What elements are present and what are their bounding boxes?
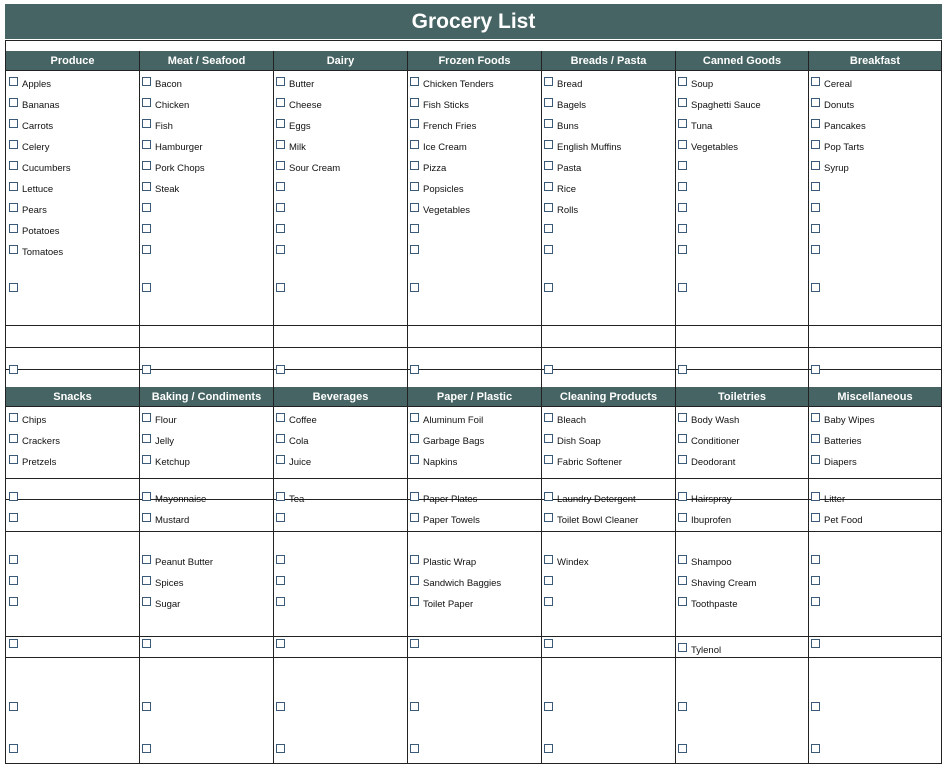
item-checkbox[interactable] — [142, 702, 151, 711]
item-checkbox[interactable] — [142, 77, 151, 86]
item-label: Shaving Cream — [691, 578, 757, 589]
item-label: Flour — [155, 415, 177, 426]
item-label: Ice Cream — [423, 142, 467, 153]
item-checkbox[interactable] — [410, 555, 419, 564]
item-checkbox[interactable] — [9, 455, 18, 464]
item-label: Celery — [22, 142, 50, 153]
category-header-breads-pasta: Breads / Pasta — [542, 51, 675, 70]
item-checkbox[interactable] — [410, 245, 419, 254]
item-checkbox[interactable] — [410, 513, 419, 522]
category-header-produce: Produce — [6, 51, 139, 70]
item-checkbox[interactable] — [811, 77, 820, 86]
item-label: Milk — [289, 142, 306, 153]
item-label: Tylenol — [691, 645, 722, 656]
item-checkbox[interactable] — [678, 492, 687, 501]
row-divider — [6, 657, 941, 658]
item-checkbox[interactable] — [9, 492, 18, 501]
item-checkbox[interactable] — [276, 434, 285, 443]
item-label: Juice — [289, 457, 312, 468]
row-divider — [6, 478, 941, 479]
item-label: Diapers — [824, 457, 857, 468]
item-label: Paper Plates — [423, 494, 478, 505]
item-checkbox[interactable] — [276, 455, 285, 464]
item-checkbox[interactable] — [9, 513, 18, 522]
item-checkbox[interactable] — [678, 77, 687, 86]
item-checkbox[interactable] — [276, 245, 285, 254]
item-label: Paper Towels — [423, 515, 480, 526]
item-checkbox[interactable] — [544, 513, 553, 522]
item-label: Fabric Softener — [557, 457, 622, 468]
item-checkbox[interactable] — [678, 140, 687, 149]
item-checkbox[interactable] — [9, 224, 18, 233]
item-label: Bagels — [557, 100, 587, 111]
item-label: Shampoo — [691, 557, 732, 568]
item-label: Bacon — [155, 79, 182, 90]
column-divider — [541, 51, 542, 763]
item-label: Sour Cream — [289, 163, 341, 174]
item-label: Cola — [289, 436, 309, 447]
item-label: Spices — [155, 578, 184, 589]
item-checkbox[interactable] — [678, 555, 687, 564]
item-label: Crackers — [22, 436, 61, 447]
item-checkbox[interactable] — [9, 639, 18, 648]
item-label: Windex — [557, 557, 589, 568]
item-checkbox[interactable] — [142, 224, 151, 233]
item-checkbox[interactable] — [9, 597, 18, 606]
item-label: Mayonnaise — [155, 494, 207, 505]
item-checkbox[interactable] — [410, 140, 419, 149]
item-checkbox[interactable] — [678, 702, 687, 711]
item-label: Rolls — [557, 205, 579, 216]
item-label: Body Wash — [691, 415, 740, 426]
row-divider — [6, 70, 941, 71]
item-checkbox[interactable] — [276, 702, 285, 711]
item-checkbox[interactable] — [276, 365, 285, 374]
item-label: Toothpaste — [691, 599, 738, 610]
item-checkbox[interactable] — [544, 492, 553, 501]
item-label: Peanut Butter — [155, 557, 214, 568]
item-checkbox[interactable] — [9, 434, 18, 443]
item-label: Bananas — [22, 100, 60, 111]
item-checkbox[interactable] — [811, 203, 820, 212]
item-checkbox[interactable] — [142, 455, 151, 464]
item-checkbox[interactable] — [811, 597, 820, 606]
item-label: Tuna — [691, 121, 713, 132]
item-label: Chicken Tenders — [423, 79, 494, 90]
item-checkbox[interactable] — [678, 182, 687, 191]
item-checkbox[interactable] — [410, 492, 419, 501]
item-checkbox[interactable] — [410, 413, 419, 422]
item-label: Soup — [691, 79, 714, 90]
item-checkbox[interactable] — [9, 203, 18, 212]
column-divider — [139, 51, 140, 763]
item-checkbox[interactable] — [142, 98, 151, 107]
item-label: Bread — [557, 79, 583, 90]
item-label: Steak — [155, 184, 180, 195]
item-checkbox[interactable] — [678, 365, 687, 374]
item-label: Rice — [557, 184, 577, 195]
item-label: Chips — [22, 415, 47, 426]
item-checkbox[interactable] — [811, 702, 820, 711]
item-label: Jelly — [155, 436, 175, 447]
item-label: Garbage Bags — [423, 436, 485, 447]
item-checkbox[interactable] — [410, 98, 419, 107]
item-checkbox[interactable] — [678, 434, 687, 443]
item-checkbox[interactable] — [276, 161, 285, 170]
item-checkbox[interactable] — [142, 365, 151, 374]
item-label: Lettuce — [22, 184, 54, 195]
item-label: Conditioner — [691, 436, 740, 447]
category-header-breakfast: Breakfast — [809, 51, 941, 70]
item-label: Sugar — [155, 599, 181, 610]
item-checkbox[interactable] — [410, 455, 419, 464]
item-checkbox[interactable] — [678, 513, 687, 522]
item-checkbox[interactable] — [678, 283, 687, 292]
item-checkbox[interactable] — [544, 161, 553, 170]
item-checkbox[interactable] — [410, 702, 419, 711]
category-header-toiletries: Toiletries — [676, 387, 808, 406]
item-label: Vegetables — [691, 142, 739, 153]
item-checkbox[interactable] — [276, 576, 285, 585]
item-checkbox[interactable] — [410, 77, 419, 86]
column-divider — [273, 51, 274, 763]
item-checkbox[interactable] — [276, 140, 285, 149]
item-checkbox[interactable] — [276, 182, 285, 191]
item-checkbox[interactable] — [9, 77, 18, 86]
item-checkbox[interactable] — [410, 161, 419, 170]
item-checkbox[interactable] — [9, 744, 18, 753]
row-divider — [6, 531, 941, 532]
item-checkbox[interactable] — [142, 513, 151, 522]
item-checkbox[interactable] — [544, 365, 553, 374]
row-divider — [6, 406, 941, 407]
item-label: Tomatoes — [22, 247, 64, 258]
item-label: Tea — [289, 494, 305, 505]
item-checkbox[interactable] — [276, 119, 285, 128]
item-label: Bleach — [557, 415, 587, 426]
item-checkbox[interactable] — [678, 597, 687, 606]
item-label: Aluminum Foil — [423, 415, 484, 426]
item-label: Cucumbers — [22, 163, 71, 174]
item-label: Ketchup — [155, 457, 190, 468]
item-checkbox[interactable] — [9, 98, 18, 107]
item-checkbox[interactable] — [142, 576, 151, 585]
item-label: Apples — [22, 79, 52, 90]
item-label: Vegetables — [423, 205, 471, 216]
grocery-list-sheet — [5, 4, 942, 764]
item-checkbox[interactable] — [142, 245, 151, 254]
item-checkbox[interactable] — [544, 182, 553, 191]
item-checkbox[interactable] — [544, 555, 553, 564]
item-label: Pretzels — [22, 457, 57, 468]
item-checkbox[interactable] — [410, 639, 419, 648]
item-label: Coffee — [289, 415, 317, 426]
item-checkbox[interactable] — [811, 413, 820, 422]
category-header-dairy: Dairy — [274, 51, 407, 70]
item-label: Hamburger — [155, 142, 203, 153]
item-checkbox[interactable] — [811, 119, 820, 128]
item-checkbox[interactable] — [544, 77, 553, 86]
item-checkbox[interactable] — [678, 245, 687, 254]
item-label: English Muffins — [557, 142, 622, 153]
item-checkbox[interactable] — [410, 365, 419, 374]
item-label: Syrup — [824, 163, 849, 174]
item-checkbox[interactable] — [276, 555, 285, 564]
column-divider — [808, 51, 809, 763]
category-header-cleaning-products: Cleaning Products — [542, 387, 675, 406]
item-checkbox[interactable] — [410, 744, 419, 753]
item-checkbox[interactable] — [276, 597, 285, 606]
item-label: Ibuprofen — [691, 515, 732, 526]
item-label: Donuts — [824, 100, 855, 111]
item-label: Chicken — [155, 100, 190, 111]
item-label: Litter — [824, 494, 846, 505]
item-checkbox[interactable] — [811, 140, 820, 149]
item-checkbox[interactable] — [678, 119, 687, 128]
item-checkbox[interactable] — [811, 434, 820, 443]
item-checkbox[interactable] — [9, 702, 18, 711]
item-label: Spaghetti Sauce — [691, 100, 761, 111]
item-checkbox[interactable] — [276, 77, 285, 86]
item-label: Butter — [289, 79, 315, 90]
item-checkbox[interactable] — [544, 576, 553, 585]
item-checkbox[interactable] — [544, 639, 553, 648]
item-checkbox[interactable] — [276, 203, 285, 212]
item-checkbox[interactable] — [811, 245, 820, 254]
page-title: Grocery List — [5, 4, 942, 39]
item-checkbox[interactable] — [544, 455, 553, 464]
item-label: Fish Sticks — [423, 100, 469, 111]
item-checkbox[interactable] — [142, 119, 151, 128]
item-checkbox[interactable] — [9, 283, 18, 292]
row-divider — [6, 347, 941, 348]
item-checkbox[interactable] — [410, 576, 419, 585]
item-label: Popsicles — [423, 184, 464, 195]
item-checkbox[interactable] — [678, 413, 687, 422]
item-checkbox[interactable] — [811, 492, 820, 501]
grocery-grid — [5, 40, 942, 764]
item-checkbox[interactable] — [142, 639, 151, 648]
item-checkbox[interactable] — [276, 224, 285, 233]
item-label: Pasta — [557, 163, 582, 174]
item-checkbox[interactable] — [410, 182, 419, 191]
item-label: Baby Wipes — [824, 415, 875, 426]
item-checkbox[interactable] — [142, 140, 151, 149]
item-checkbox[interactable] — [811, 283, 820, 292]
item-label: Hairspray — [691, 494, 732, 505]
item-label: Toilet Bowl Cleaner — [557, 515, 639, 526]
item-checkbox[interactable] — [678, 98, 687, 107]
item-checkbox[interactable] — [9, 182, 18, 191]
item-checkbox[interactable] — [544, 597, 553, 606]
item-checkbox[interactable] — [544, 283, 553, 292]
item-label: Pancakes — [824, 121, 866, 132]
item-checkbox[interactable] — [544, 434, 553, 443]
row-divider — [6, 636, 941, 637]
item-label: French Fries — [423, 121, 477, 132]
item-label: Pop Tarts — [824, 142, 864, 153]
item-checkbox[interactable] — [142, 597, 151, 606]
item-checkbox[interactable] — [544, 702, 553, 711]
item-checkbox[interactable] — [811, 455, 820, 464]
item-checkbox[interactable] — [276, 283, 285, 292]
item-checkbox[interactable] — [9, 140, 18, 149]
item-checkbox[interactable] — [544, 98, 553, 107]
item-checkbox[interactable] — [142, 555, 151, 564]
item-label: Pizza — [423, 163, 447, 174]
item-label: Buns — [557, 121, 579, 132]
item-checkbox[interactable] — [9, 413, 18, 422]
item-label: Batteries — [824, 436, 862, 447]
category-header-paper-plastic: Paper / Plastic — [408, 387, 541, 406]
item-label: Pork Chops — [155, 163, 205, 174]
item-checkbox[interactable] — [9, 365, 18, 374]
item-label: Pet Food — [824, 515, 863, 526]
item-checkbox[interactable] — [276, 639, 285, 648]
item-label: Deodorant — [691, 457, 736, 468]
item-checkbox[interactable] — [811, 639, 820, 648]
category-header-canned-goods: Canned Goods — [676, 51, 808, 70]
item-checkbox[interactable] — [811, 98, 820, 107]
item-checkbox[interactable] — [410, 203, 419, 212]
item-checkbox[interactable] — [678, 224, 687, 233]
item-label: Dish Soap — [557, 436, 601, 447]
item-label: Eggs — [289, 121, 311, 132]
item-checkbox[interactable] — [9, 576, 18, 585]
item-checkbox[interactable] — [410, 434, 419, 443]
row-divider — [6, 325, 941, 326]
item-checkbox[interactable] — [276, 513, 285, 522]
item-checkbox[interactable] — [9, 245, 18, 254]
item-checkbox[interactable] — [544, 203, 553, 212]
category-header-miscellaneous: Miscellaneous — [809, 387, 941, 406]
item-checkbox[interactable] — [544, 245, 553, 254]
item-checkbox[interactable] — [276, 98, 285, 107]
column-divider — [675, 51, 676, 763]
category-header-baking-condiments: Baking / Condiments — [140, 387, 273, 406]
item-checkbox[interactable] — [678, 203, 687, 212]
item-checkbox[interactable] — [544, 119, 553, 128]
item-checkbox[interactable] — [276, 413, 285, 422]
item-checkbox[interactable] — [276, 744, 285, 753]
category-header-meat-seafood: Meat / Seafood — [140, 51, 273, 70]
item-checkbox[interactable] — [544, 140, 553, 149]
item-checkbox[interactable] — [9, 161, 18, 170]
item-label: Potatoes — [22, 226, 60, 237]
category-header-beverages: Beverages — [274, 387, 407, 406]
item-checkbox[interactable] — [678, 161, 687, 170]
category-header-snacks: Snacks — [6, 387, 139, 406]
item-checkbox[interactable] — [811, 365, 820, 374]
item-checkbox[interactable] — [142, 434, 151, 443]
item-checkbox[interactable] — [142, 283, 151, 292]
item-checkbox[interactable] — [142, 182, 151, 191]
item-checkbox[interactable] — [678, 455, 687, 464]
item-label: Toilet Paper — [423, 599, 474, 610]
item-checkbox[interactable] — [544, 224, 553, 233]
item-checkbox[interactable] — [142, 413, 151, 422]
item-checkbox[interactable] — [410, 597, 419, 606]
item-checkbox[interactable] — [811, 744, 820, 753]
item-label: Fish — [155, 121, 173, 132]
column-divider — [407, 51, 408, 763]
item-checkbox[interactable] — [142, 203, 151, 212]
item-checkbox[interactable] — [276, 492, 285, 501]
item-checkbox[interactable] — [678, 744, 687, 753]
item-label: Cheese — [289, 100, 322, 111]
item-checkbox[interactable] — [811, 161, 820, 170]
item-checkbox[interactable] — [544, 744, 553, 753]
item-checkbox[interactable] — [410, 224, 419, 233]
item-checkbox[interactable] — [811, 224, 820, 233]
item-label: Plastic Wrap — [423, 557, 477, 568]
item-checkbox[interactable] — [811, 576, 820, 585]
item-label: Laundry Detergent — [557, 494, 636, 505]
item-checkbox[interactable] — [811, 555, 820, 564]
category-header-frozen-foods: Frozen Foods — [408, 51, 541, 70]
item-checkbox[interactable] — [142, 492, 151, 501]
item-checkbox[interactable] — [678, 576, 687, 585]
item-label: Pears — [22, 205, 47, 216]
item-checkbox[interactable] — [811, 182, 820, 191]
item-label: Napkins — [423, 457, 458, 468]
item-checkbox[interactable] — [9, 555, 18, 564]
item-checkbox[interactable] — [410, 119, 419, 128]
item-checkbox[interactable] — [811, 513, 820, 522]
item-label: Cereal — [824, 79, 852, 90]
item-label: Carrots — [22, 121, 54, 132]
item-label: Sandwich Baggies — [423, 578, 502, 589]
item-checkbox[interactable] — [410, 283, 419, 292]
item-label: Mustard — [155, 515, 190, 526]
item-checkbox[interactable] — [678, 643, 687, 652]
item-checkbox[interactable] — [142, 161, 151, 170]
item-checkbox[interactable] — [142, 744, 151, 753]
item-checkbox[interactable] — [9, 119, 18, 128]
item-checkbox[interactable] — [544, 413, 553, 422]
